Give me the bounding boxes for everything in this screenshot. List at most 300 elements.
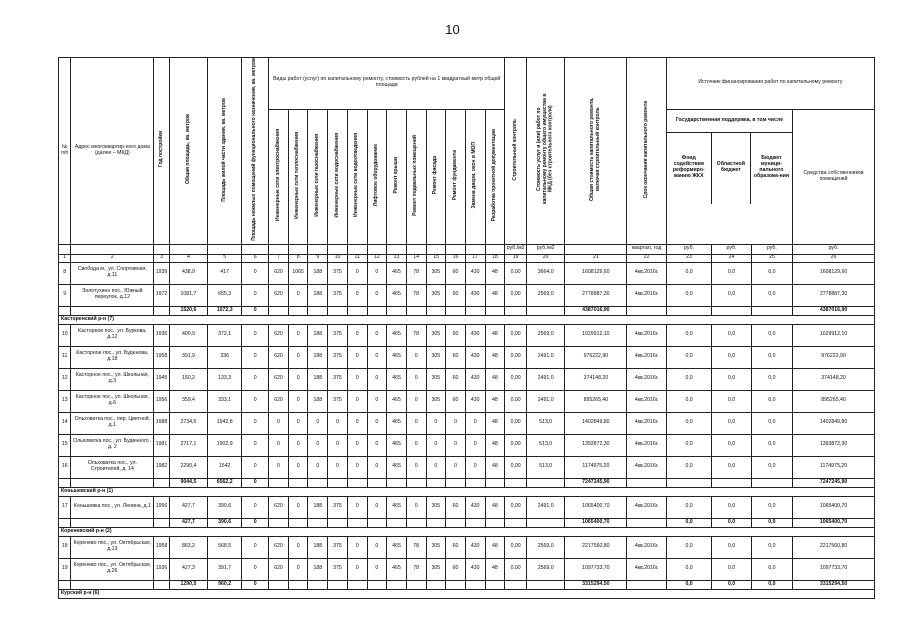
table-cell (367, 518, 387, 527)
table-cell: 1936 (154, 558, 170, 580)
column-index-cell: 6 (242, 254, 269, 262)
table-cell: 0,0 (751, 434, 792, 456)
table-cell: 305 (426, 558, 446, 580)
column-index-cell: 17 (465, 254, 485, 262)
table-cell: 0 (347, 496, 367, 518)
table-cell: 0,00 (505, 262, 527, 284)
table-cell: 1956 (154, 390, 170, 412)
table-cell: 4кв.2016г. (627, 368, 666, 390)
table-cell: 150,2 (169, 368, 207, 390)
table-cell: 0,0 (712, 284, 751, 306)
table-cell: 375 (328, 536, 348, 558)
table-row (59, 434, 875, 456)
table-cell (406, 580, 426, 589)
table-cell: 0 (242, 368, 269, 390)
table-cell: 60 (446, 262, 466, 284)
table-cell: 513,0 (527, 456, 565, 478)
address-cell: Свобода м., ул. Спортивная, д.11 (71, 262, 154, 284)
table-cell: 1393872,30 (793, 434, 875, 456)
table-cell: 0 (347, 324, 367, 346)
table-cell: 0 (288, 434, 308, 456)
table-cell: 3315294,50 (793, 580, 875, 589)
table-cell: 1174975,20 (793, 456, 875, 478)
table-cell: 0,00 (505, 558, 527, 580)
table-cell: 375 (328, 346, 348, 368)
table-cell: 895265,40 (793, 390, 875, 412)
table-cell: 0 (367, 456, 387, 478)
column-index-cell: 23 (666, 254, 712, 262)
table-cell: 2491,0 (527, 368, 565, 390)
district-section-row (59, 589, 875, 598)
table-cell (485, 478, 505, 487)
address-cell: Касторное пос., ул. Буденова, д.18 (71, 346, 154, 368)
table-cell: 976222,90 (565, 346, 627, 368)
table-cell: 4387016,90 (793, 306, 875, 315)
column-index-cell: 24 (712, 254, 751, 262)
table-cell (154, 518, 170, 527)
table-cell: 48 (485, 284, 505, 306)
column-index-cell: 11 (347, 254, 367, 262)
table-cell: 0,0 (751, 558, 792, 580)
table-cell: 620 (269, 262, 289, 284)
table-row (59, 558, 875, 580)
table-cell: 620 (269, 284, 289, 306)
header-w1: Инженерные сети электроснабжения (269, 109, 289, 244)
table-cell: 2734,6 (169, 412, 207, 434)
table-cell: 13 (59, 390, 71, 412)
table-cell: 1097733,70 (793, 558, 875, 580)
table-cell: 430 (465, 558, 485, 580)
address-cell: Коньшевка пос., ул. Ленина, д.1 (71, 496, 154, 518)
subtotal-row (59, 518, 875, 527)
table-cell: 336 (208, 346, 242, 368)
table-cell: 188 (308, 558, 328, 580)
table-cell (527, 478, 565, 487)
table-cell (288, 580, 308, 589)
table-cell: 1065400,70 (793, 518, 875, 527)
unit-rub-4: руб. (793, 244, 875, 254)
table-cell: 305 (426, 284, 446, 306)
table-cell: 1081,7 (169, 284, 207, 306)
table-cell: 0,00 (505, 536, 527, 558)
column-index-cell: 9 (308, 254, 328, 262)
column-index-cell: 14 (406, 254, 426, 262)
table-cell (505, 478, 527, 487)
table-row (59, 324, 875, 346)
table-cell (527, 518, 565, 527)
table-cell: 0,0 (666, 368, 712, 390)
table-cell (485, 580, 505, 589)
district-label: Коньшевский р-н (1) (59, 487, 875, 496)
table-cell: 0,0 (666, 518, 712, 527)
table-cell: 0 (446, 434, 466, 456)
subtotal-row (59, 580, 875, 589)
table-cell: 48 (485, 456, 505, 478)
table-cell (465, 478, 485, 487)
table-cell: 465 (387, 536, 407, 558)
table-cell: 1958 (154, 346, 170, 368)
table-cell: 0 (367, 368, 387, 390)
table-cell: 430 (465, 284, 485, 306)
table-cell: 2569,0 (527, 324, 565, 346)
table-cell (446, 478, 466, 487)
district-section-row (59, 527, 875, 536)
table-cell (485, 518, 505, 527)
column-index-cell: 10 (328, 254, 348, 262)
table-cell: 1981 (154, 434, 170, 456)
column-index-cell: 12 (367, 254, 387, 262)
table-cell: 1402849,80 (793, 412, 875, 434)
table-cell (426, 518, 446, 527)
address-cell: Касторное пос., ул. Школьная, д.6 (71, 390, 154, 412)
column-index-cell: 19 (505, 254, 527, 262)
table-cell: 2569,0 (527, 558, 565, 580)
table-cell: 895265,40 (565, 390, 627, 412)
header-w11: Замена двери, окон в МОП (465, 109, 485, 244)
table-cell: 2217560,80 (793, 536, 875, 558)
table-cell: 305 (426, 390, 446, 412)
table-row (59, 412, 875, 434)
table-cell: 60 (446, 390, 466, 412)
table-cell: 0,0 (751, 580, 792, 589)
table-cell (154, 580, 170, 589)
table-cell: 400,9 (169, 324, 207, 346)
table-cell: 430 (465, 262, 485, 284)
table-row (59, 262, 875, 284)
table-cell: 0 (367, 262, 387, 284)
table-cell: 0,0 (666, 456, 712, 478)
header-year: Год постройки (154, 58, 170, 245)
table-cell: 0 (446, 456, 466, 478)
table-cell: 48 (485, 368, 505, 390)
table-cell: 0,0 (751, 456, 792, 478)
header-part-area: Площадь жилой части здания, кв. метров (208, 58, 242, 245)
table-cell: 6562,2 (208, 478, 242, 487)
table-cell: 0 (406, 496, 426, 518)
table-cell: 0,0 (666, 346, 712, 368)
table-cell (347, 306, 367, 315)
table-cell: 2778887,30 (793, 284, 875, 306)
table-cell: 1065400,70 (793, 496, 875, 518)
header-w7: Ремонт крыши (387, 109, 407, 244)
table-cell: 2290,4 (169, 456, 207, 478)
table-cell: 1065 (288, 262, 308, 284)
table-cell: 1029912,10 (565, 324, 627, 346)
table-cell: 78 (406, 558, 426, 580)
header-w3: Инженерные сети газоснабжения (308, 109, 328, 244)
district-label: Кореневский р-н (2) (59, 527, 875, 536)
table-cell: 465 (387, 390, 407, 412)
unit-rub-2: руб. (712, 244, 751, 254)
unit-rub-m2-a: руб./м2 (505, 244, 527, 254)
address-cell (71, 478, 154, 487)
table-cell: 0,0 (666, 412, 712, 434)
page-number: 10 (445, 22, 460, 37)
table-cell: 465 (387, 434, 407, 456)
table-cell: 375 (328, 284, 348, 306)
header-nonres-area: Площадь нежилых помещений функционального назначения, кв. метров (242, 58, 269, 245)
table-cell: 48 (485, 412, 505, 434)
table-cell: 0,0 (712, 262, 751, 284)
table-cell: 0 (465, 412, 485, 434)
table-cell: 4кв.2016г. (627, 324, 666, 346)
district-label: Курский р-н (6) (59, 589, 875, 598)
table-cell: 1982 (154, 456, 170, 478)
table-cell: 374148,20 (793, 368, 875, 390)
table-cell: 465 (387, 262, 407, 284)
table-cell: 430 (465, 346, 485, 368)
column-index-cell: 26 (793, 254, 875, 262)
table-cell: 465 (387, 324, 407, 346)
table-cell: 1065400,70 (565, 496, 627, 518)
table-cell: 18 (59, 536, 71, 558)
address-cell: Касторное пос., ул. Школьная, д.3 (71, 368, 154, 390)
table-cell: 0,0 (712, 580, 751, 589)
table-cell: 188 (308, 496, 328, 518)
table-cell: 620 (269, 324, 289, 346)
table-cell (387, 580, 407, 589)
table-cell: 391,9 (169, 346, 207, 368)
table-cell: 0 (288, 284, 308, 306)
table-cell: 0 (242, 390, 269, 412)
table-cell: 4кв.2016г. (627, 434, 666, 456)
table-cell: 359,4 (169, 390, 207, 412)
table-cell: 0,0 (712, 536, 751, 558)
table-cell: 188 (308, 324, 328, 346)
table-cell: 60 (446, 536, 466, 558)
address-cell: Ольховатка пос., ул. Буденного , д. 2 (71, 434, 154, 456)
table-cell: 78 (406, 536, 426, 558)
table-cell: 0,00 (505, 324, 527, 346)
table-cell: 0,00 (505, 368, 527, 390)
table-cell (426, 580, 446, 589)
table-cell: 0,0 (712, 346, 751, 368)
table-cell: 0 (269, 412, 289, 434)
table-cell: 430 (465, 368, 485, 390)
table-cell: 2569,0 (527, 536, 565, 558)
header-w9: Ремонт фасада (426, 109, 446, 244)
table-cell (328, 518, 348, 527)
table-cell: 0,0 (712, 456, 751, 478)
table-cell: 0,0 (666, 496, 712, 518)
table-cell: 48 (485, 346, 505, 368)
table-cell: 620 (269, 368, 289, 390)
district-section-row (59, 315, 875, 324)
table-cell: 2491,0 (527, 390, 565, 412)
table-cell: 0 (288, 324, 308, 346)
table-cell: 0 (406, 434, 426, 456)
table-cell: 0,0 (712, 558, 751, 580)
table-cell: 0,0 (666, 324, 712, 346)
table-row (59, 284, 875, 306)
table-cell: 0 (367, 434, 387, 456)
table-cell: 430 (465, 390, 485, 412)
table-cell: 375 (328, 368, 348, 390)
table-cell: 0 (288, 536, 308, 558)
table-cell: 1072,3 (208, 306, 242, 315)
table-cell (527, 306, 565, 315)
table-cell (666, 478, 712, 487)
table-cell: 16 (59, 456, 71, 478)
table-cell: 465 (387, 496, 407, 518)
subtotal-row (59, 478, 875, 487)
table-cell: 0,0 (712, 434, 751, 456)
header-fund: Фонд содействия реформиро-ванию ЖКХ (667, 133, 712, 204)
table-cell (627, 478, 666, 487)
table-cell: 0 (406, 412, 426, 434)
column-index-row (59, 254, 875, 262)
address-cell: Золотухино пос., Южный переулок, д.12 (71, 284, 154, 306)
table-cell: 0 (367, 324, 387, 346)
table-cell: 2717,1 (169, 434, 207, 456)
table-cell: 0 (288, 496, 308, 518)
table-cell: 1065400,70 (565, 518, 627, 527)
table-cell: 1608129,60 (565, 262, 627, 284)
header-deadline: Срок окончания капитального ремонта (627, 58, 666, 245)
table-cell: 48 (485, 536, 505, 558)
table-cell: 4кв.2016г. (627, 390, 666, 412)
address-cell (71, 518, 154, 527)
table-cell: 0 (308, 412, 328, 434)
header-control: Строительный контроль (505, 58, 527, 245)
table-cell: 0 (367, 390, 387, 412)
table-cell: 0 (367, 536, 387, 558)
table-cell (387, 478, 407, 487)
address-cell: Коренево пос., ул. Октябрьская, д.13 (71, 536, 154, 558)
table-cell: 976222,90 (793, 346, 875, 368)
table-cell (426, 306, 446, 315)
table-cell: 0 (288, 346, 308, 368)
subtotal-row (59, 306, 875, 315)
table-cell: 0 (242, 478, 269, 487)
table-cell: 427,7 (169, 496, 207, 518)
table-cell (505, 306, 527, 315)
address-cell (71, 580, 154, 589)
header-w12: Разработка проектной документации (485, 109, 505, 244)
table-cell: 188 (308, 346, 328, 368)
table-cell: 0,0 (751, 390, 792, 412)
table-cell: 465 (387, 346, 407, 368)
header-unit-cost: Стоимость услуг и (или) работ по капитальному ремонту общего имущества в МКД (без строительного контроля) (527, 58, 565, 245)
table-cell: 0,0 (712, 518, 751, 527)
table-cell: 48 (485, 262, 505, 284)
table-cell: 48 (485, 324, 505, 346)
table-cell: 375 (328, 558, 348, 580)
table-cell: 960,2 (208, 580, 242, 589)
table-cell: 188 (308, 536, 328, 558)
table-cell (446, 306, 466, 315)
table-cell: 2491,0 (527, 346, 565, 368)
header-total-cost: Общая стоимость капитального ремонта, включая строительный контроль (565, 58, 627, 245)
table-cell: 0,0 (666, 284, 712, 306)
table-cell: 1972 (154, 284, 170, 306)
table-cell: 0 (406, 346, 426, 368)
table-cell: 78 (406, 284, 426, 306)
district-section-row (59, 487, 875, 496)
table-cell: 1174975,20 (565, 456, 627, 478)
table-cell: 4кв.2016г. (627, 558, 666, 580)
table-wrapper (58, 57, 875, 599)
table-cell: 0 (328, 456, 348, 478)
table-cell (269, 306, 289, 315)
table-cell: 465 (387, 412, 407, 434)
table-cell: 0,0 (751, 324, 792, 346)
table-cell: 188 (308, 390, 328, 412)
table-cell (328, 478, 348, 487)
table-cell: 1936 (154, 324, 170, 346)
header-state-support: Государственная поддержка, в том числе (667, 110, 792, 133)
table-cell (485, 306, 505, 315)
table-cell: 0,0 (751, 496, 792, 518)
table-cell: 1902,9 (208, 434, 242, 456)
table-cell: 0 (288, 456, 308, 478)
table-cell (328, 580, 348, 589)
table-cell: 374148,20 (565, 368, 627, 390)
table-cell: 0,00 (505, 284, 527, 306)
table-cell: 417 (208, 262, 242, 284)
table-cell: 60 (446, 284, 466, 306)
table-cell: 0 (367, 558, 387, 580)
table-cell: 2491,0 (527, 496, 565, 518)
table-cell: 0 (328, 412, 348, 434)
table-cell: 0 (406, 368, 426, 390)
unit-quarter: квартал, год (627, 244, 666, 254)
table-cell: 0,0 (666, 262, 712, 284)
table-cell: 2217560,80 (565, 536, 627, 558)
table-cell: 60 (446, 558, 466, 580)
table-cell: 10 (59, 324, 71, 346)
header-address: Адрес многоквартир-ного дома (далее – МКД) (71, 58, 154, 245)
table-cell: 0 (288, 390, 308, 412)
units-row (59, 244, 875, 254)
table-row (59, 536, 875, 558)
table-cell: 0 (308, 434, 328, 456)
table-body (59, 262, 875, 598)
table-cell (712, 306, 751, 315)
table-cell: 0 (367, 412, 387, 434)
table-cell: 305 (426, 262, 446, 284)
table-row (59, 368, 875, 390)
table-cell: 375 (328, 496, 348, 518)
table-cell (154, 478, 170, 487)
table-cell: 78 (406, 324, 426, 346)
table-cell: 0 (367, 284, 387, 306)
table-cell: 0,00 (505, 496, 527, 518)
table-cell: 1097733,70 (565, 558, 627, 580)
table-cell (426, 478, 446, 487)
table-cell (347, 518, 367, 527)
table-cell: 305 (426, 324, 446, 346)
table-cell: 1608129,60 (793, 262, 875, 284)
table-cell: 0 (242, 262, 269, 284)
table-cell (446, 518, 466, 527)
table-cell: 0 (426, 456, 446, 478)
table-row (59, 346, 875, 368)
table-cell: 0 (269, 456, 289, 478)
table-cell (308, 518, 328, 527)
column-index-cell: 3 (154, 254, 170, 262)
table-cell: 188 (308, 284, 328, 306)
table-cell: 9044,5 (169, 478, 207, 487)
table-cell: 333,1 (208, 390, 242, 412)
table-cell: 430 (465, 496, 485, 518)
table-cell (367, 478, 387, 487)
header-works-group: Виды работ (услуг) по капитальному ремонту, стоимость рублей на 1 квадратный метр общей площади (269, 58, 505, 110)
table-cell: 2569,0 (527, 284, 565, 306)
address-cell (71, 306, 154, 315)
table-cell: 1290,5 (169, 580, 207, 589)
table-cell: 9 (59, 284, 71, 306)
